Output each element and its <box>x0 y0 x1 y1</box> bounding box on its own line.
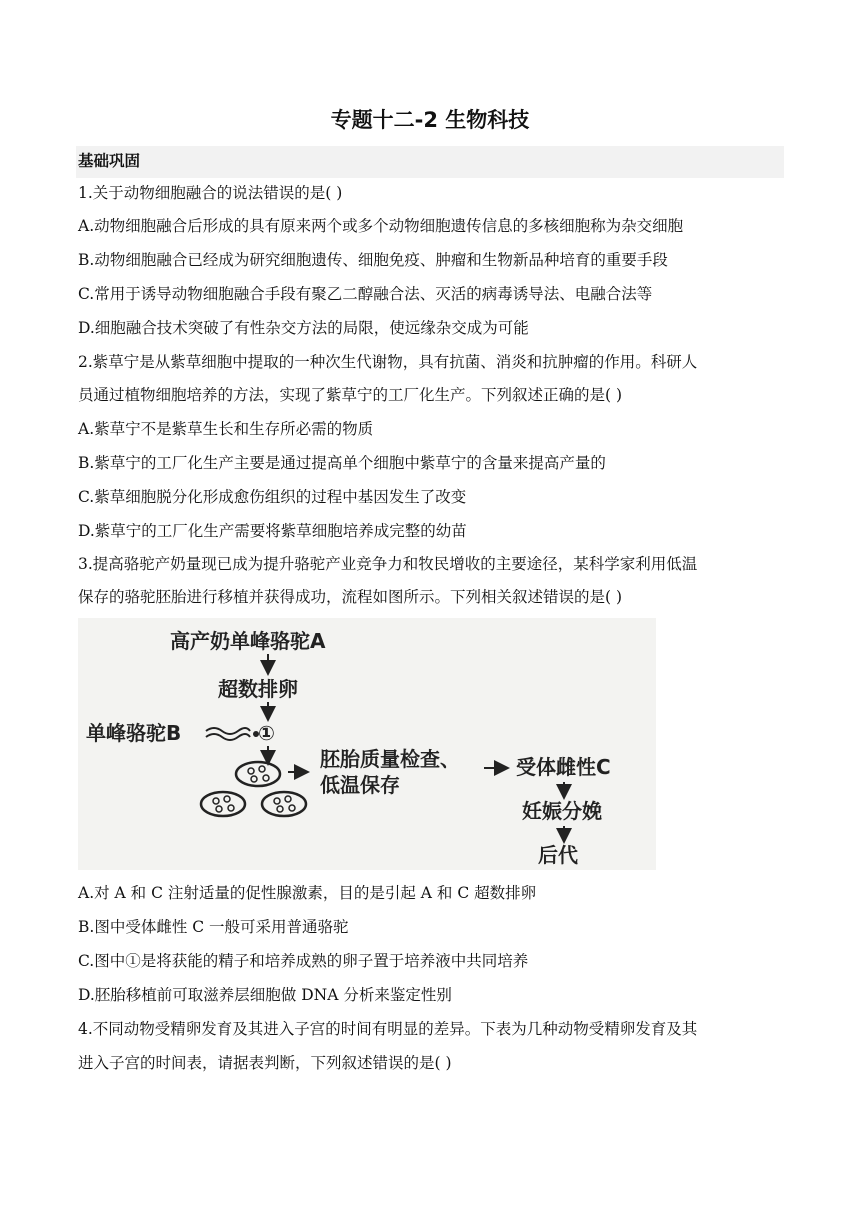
q1-option-d: D.细胞融合技术突破了有性杂交方法的局限，使远缘杂交成为可能 <box>78 319 529 337</box>
recipient-label: 受体雌性C <box>516 755 611 779</box>
section-heading: 基础巩固 <box>76 146 784 178</box>
q3-option-b: B.图中受体雌性 C 一般可采用普通骆驼 <box>78 918 349 936</box>
embryo-icon <box>201 792 245 816</box>
q3-option-c: C.图中①是将获能的精子和培养成熟的卵子置于培养液中共同培养 <box>78 952 529 970</box>
q3-option-d: D.胚胎移植前可取滋养层细胞做 DNA 分析来鉴定性别 <box>78 986 452 1004</box>
donor-label: 高产奶单峰骆驼A <box>170 629 326 653</box>
page-title: 专题十二-2 生物科技 <box>330 108 530 132</box>
embryo-icon <box>262 792 306 816</box>
q2-stem-line2: 员通过植物细胞培养的方法，实现了紫草宁的工厂化生产。下列叙述正确的是( ) <box>78 386 623 404</box>
pregnancy-label: 妊娠分娩 <box>522 799 602 823</box>
step-1-label: ① <box>258 721 275 745</box>
q3-option-a: A.对 A 和 C 注射适量的促性腺激素，目的是引起 A 和 C 超数排卵 <box>78 884 537 902</box>
male-label: 单峰骆驼B <box>86 721 182 745</box>
q3-stem-line1: 3.提高骆驼产奶量现已成为提升骆驼产业竞争力和牧民增收的主要途径，某科学家利用低温 <box>78 555 698 573</box>
q4-stem-line2: 进入子宫的时间表，请据表判断，下列叙述错误的是( ) <box>78 1054 452 1072</box>
storage-label: 低温保存 <box>320 773 400 797</box>
check-label: 胚胎质量检查、 <box>320 747 460 771</box>
q2-option-d: D.紫草宁的工厂化生产需要将紫草细胞培养成完整的幼苗 <box>78 522 467 540</box>
q1-option-b: B.动物细胞融合已经成为研究细胞遗传、细胞免疫、肿瘤和生物新品种培育的重要手段 <box>78 251 668 269</box>
embryo-icon <box>236 762 280 786</box>
q1-option-a: A.动物细胞融合后形成的具有原来两个或多个动物细胞遗传信息的多核细胞称为杂交细胞 <box>78 217 684 235</box>
offspring-label: 后代 <box>538 843 578 867</box>
q2-option-b: B.紫草宁的工厂化生产主要是通过提高单个细胞中紫草宁的含量来提高产量的 <box>78 454 606 472</box>
q1-option-c: C.常用于诱导动物细胞融合手段有聚乙二醇融合法、灭活的病毒诱导法、电融合法等 <box>78 285 653 303</box>
q2-stem-line1: 2.紫草宁是从紫草细胞中提取的一种次生代谢物，具有抗菌、消炎和抗肿瘤的作用。科研人 <box>78 353 698 371</box>
q3-stem-line2: 保存的骆驼胚胎进行移植并获得成功，流程如图所示。下列相关叙述错误的是( ) <box>78 588 623 606</box>
sperm-icon <box>206 734 250 740</box>
q2-option-a: A.紫草宁不是紫草生长和生存所必需的物质 <box>78 420 374 438</box>
superovulation-label: 超数排卵 <box>218 677 298 701</box>
q2-option-c: C.紫草细胞脱分化形成愈伤组织的过程中基因发生了改变 <box>78 488 467 506</box>
embryo-transfer-flowchart <box>78 618 656 870</box>
q4-stem-line1: 4.不同动物受精卵发育及其进入子宫的时间有明显的差异。下表为几种动物受精卵发育及其 <box>78 1020 698 1038</box>
q1-stem: 1.关于动物细胞融合的说法错误的是( ) <box>78 184 343 202</box>
